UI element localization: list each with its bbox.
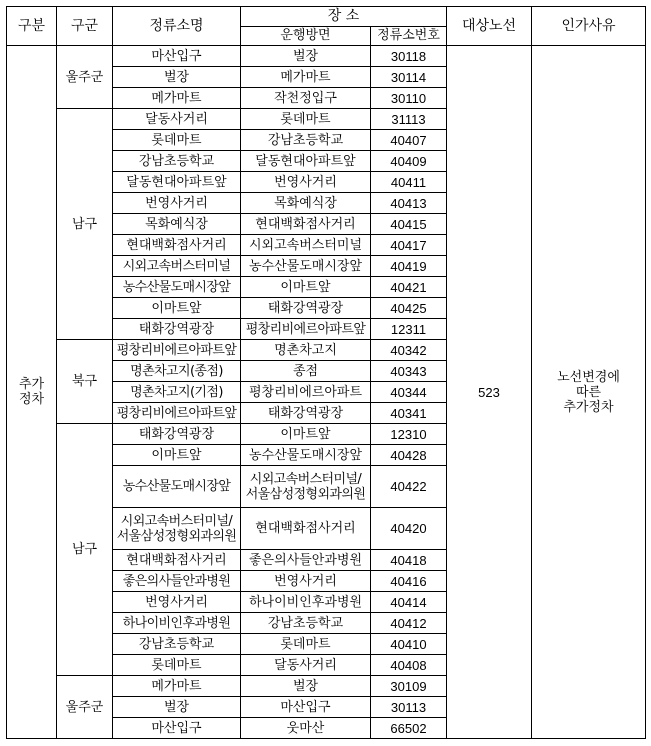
stop-name-cell: 이마트앞: [113, 445, 241, 466]
stop-name-cell: 농수산물도매시장앞: [113, 277, 241, 298]
district-cell: 남구: [57, 424, 113, 676]
stop-number-cell: 40409: [371, 151, 447, 172]
stop-name-cell: 이마트앞: [113, 298, 241, 319]
stop-number-cell: 30118: [371, 46, 447, 67]
stop-number-cell: 40412: [371, 613, 447, 634]
stop-name-cell: 평창리비에르아파트앞: [113, 340, 241, 361]
direction-cell: 작천정입구: [241, 88, 371, 109]
stop-name-cell: 농수산물도매시장앞: [113, 466, 241, 508]
stop-name-cell: 하나이비인후과병원: [113, 613, 241, 634]
stop-number-cell: 31113: [371, 109, 447, 130]
stop-number-cell: 40415: [371, 214, 447, 235]
direction-cell: 평창리비에르아파트: [241, 382, 371, 403]
direction-cell: 시외고속버스터미널/ 서울삼성정형외과의원: [241, 466, 371, 508]
direction-cell: 롯데마트: [241, 109, 371, 130]
direction-cell: 이마트앞: [241, 277, 371, 298]
direction-cell: 하나이비인후과병원: [241, 592, 371, 613]
header-district: 구군: [57, 7, 113, 46]
direction-cell: 달동현대아파트앞: [241, 151, 371, 172]
header-direction: 운행방면: [241, 27, 371, 46]
direction-cell: 벌장: [241, 676, 371, 697]
district-cell: 울주군: [57, 676, 113, 739]
stop-number-cell: 40417: [371, 235, 447, 256]
header-route: 대상노선: [447, 7, 532, 46]
stop-number-cell: 30114: [371, 67, 447, 88]
stop-number-cell: 66502: [371, 718, 447, 739]
header-stop-name: 정류소명: [113, 7, 241, 46]
stop-name-cell: 태화강역광장: [113, 424, 241, 445]
stop-number-cell: 30110: [371, 88, 447, 109]
direction-cell: 현대백화점사거리: [241, 508, 371, 550]
stop-name-cell: 시외고속버스터미널/ 서울삼성정형외과의원: [113, 508, 241, 550]
stop-number-cell: 30109: [371, 676, 447, 697]
stop-number-cell: 40342: [371, 340, 447, 361]
district-cell: 남구: [57, 109, 113, 340]
direction-cell: 이마트앞: [241, 424, 371, 445]
stop-name-cell: 마산입구: [113, 718, 241, 739]
stop-name-cell: 롯데마트: [113, 130, 241, 151]
stop-number-cell: 40341: [371, 403, 447, 424]
direction-cell: 종점: [241, 361, 371, 382]
stop-number-cell: 40420: [371, 508, 447, 550]
direction-cell: 웃마산: [241, 718, 371, 739]
table-row: [7, 46, 646, 67]
stop-name-cell: 마산입구: [113, 46, 241, 67]
stop-name-cell: 현대백화점사거리: [113, 550, 241, 571]
table-body: [7, 46, 646, 739]
stop-number-cell: 40428: [371, 445, 447, 466]
stop-number-cell: 12310: [371, 424, 447, 445]
stop-number-cell: 40421: [371, 277, 447, 298]
stop-number-cell: 40419: [371, 256, 447, 277]
stop-name-cell: 메가마트: [113, 88, 241, 109]
direction-cell: 좋은의사들안과병원: [241, 550, 371, 571]
stop-name-cell: 롯데마트: [113, 655, 241, 676]
direction-cell: 달동사거리: [241, 655, 371, 676]
stop-number-cell: 40422: [371, 466, 447, 508]
stop-name-cell: 번영사거리: [113, 592, 241, 613]
bus-stop-table: [6, 6, 646, 739]
direction-cell: 강남초등학교: [241, 613, 371, 634]
direction-cell: 시외고속버스터미널: [241, 235, 371, 256]
stop-name-cell: 명촌차고지(기점): [113, 382, 241, 403]
stop-name-cell: 달동사거리: [113, 109, 241, 130]
district-cell: 울주군: [57, 46, 113, 109]
header-place: 장 소: [241, 7, 447, 27]
stop-name-cell: 메가마트: [113, 676, 241, 697]
direction-cell: 번영사거리: [241, 172, 371, 193]
stop-number-cell: 30113: [371, 697, 447, 718]
stop-name-cell: 강남초등학교: [113, 634, 241, 655]
direction-cell: 농수산물도매시장앞: [241, 445, 371, 466]
stop-name-cell: 벌장: [113, 697, 241, 718]
stop-name-cell: 명촌차고지(종점): [113, 361, 241, 382]
stop-number-cell: 40413: [371, 193, 447, 214]
stop-name-cell: 번영사거리: [113, 193, 241, 214]
stop-number-cell: 40408: [371, 655, 447, 676]
stop-name-cell: 태화강역광장: [113, 319, 241, 340]
district-cell: 북구: [57, 340, 113, 424]
header-reason: 인가사유: [532, 7, 646, 46]
direction-cell: 번영사거리: [241, 571, 371, 592]
stop-number-cell: 40414: [371, 592, 447, 613]
direction-cell: 명촌차고지: [241, 340, 371, 361]
stop-number-cell: 40344: [371, 382, 447, 403]
stop-number-cell: 40407: [371, 130, 447, 151]
reason-cell: 노선변경에 따른 추가정차: [532, 46, 646, 739]
stop-number-cell: 40410: [371, 634, 447, 655]
stop-number-cell: 12311: [371, 319, 447, 340]
direction-cell: 강남초등학교: [241, 130, 371, 151]
header-stop-number: 정류소번호: [371, 27, 447, 46]
stop-name-cell: 평창리비에르아파트앞: [113, 403, 241, 424]
direction-cell: 평창리비에르아파트앞: [241, 319, 371, 340]
stop-number-cell: 40343: [371, 361, 447, 382]
stop-number-cell: 40418: [371, 550, 447, 571]
stop-name-cell: 현대백화점사거리: [113, 235, 241, 256]
direction-cell: 태화강역광장: [241, 403, 371, 424]
direction-cell: 현대백화점사거리: [241, 214, 371, 235]
category-cell: 추가 정차: [7, 46, 57, 739]
direction-cell: 롯데마트: [241, 634, 371, 655]
route-cell: 523: [447, 46, 532, 739]
direction-cell: 마산입구: [241, 697, 371, 718]
stop-name-cell: 벌장: [113, 67, 241, 88]
stop-name-cell: 강남초등학교: [113, 151, 241, 172]
stop-name-cell: 달동현대아파트앞: [113, 172, 241, 193]
stop-number-cell: 40425: [371, 298, 447, 319]
header-category: 구분: [7, 7, 57, 46]
direction-cell: 메가마트: [241, 67, 371, 88]
stop-name-cell: 목화예식장: [113, 214, 241, 235]
direction-cell: 농수산물도매시장앞: [241, 256, 371, 277]
stop-number-cell: 40411: [371, 172, 447, 193]
stop-number-cell: 40416: [371, 571, 447, 592]
direction-cell: 벌장: [241, 46, 371, 67]
stop-name-cell: 좋은의사들안과병원: [113, 571, 241, 592]
direction-cell: 목화예식장: [241, 193, 371, 214]
stop-name-cell: 시외고속버스터미널: [113, 256, 241, 277]
direction-cell: 태화강역광장: [241, 298, 371, 319]
